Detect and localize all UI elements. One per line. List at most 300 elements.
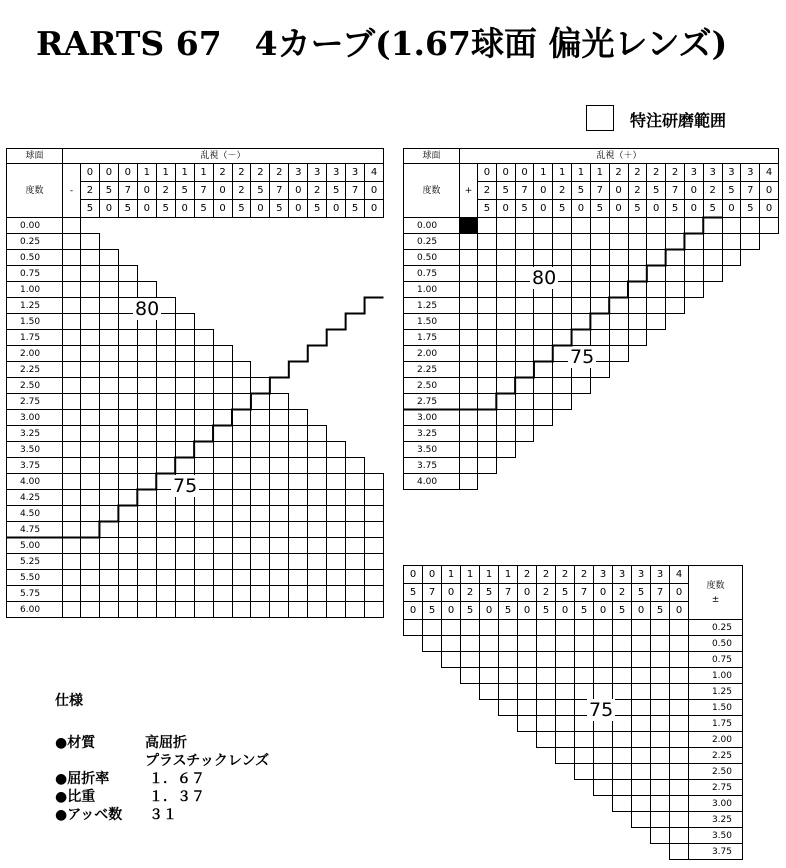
bottom-cell xyxy=(537,700,556,716)
bottom-empty xyxy=(404,636,423,652)
left-empty xyxy=(289,330,308,346)
right-cyl-digit: 1 xyxy=(553,164,572,182)
left-cell xyxy=(194,522,213,538)
right-empty xyxy=(741,266,760,282)
bottom-empty xyxy=(404,716,423,732)
bottom-empty xyxy=(423,748,442,764)
left-empty xyxy=(251,330,270,346)
right-cell xyxy=(722,250,741,266)
right-cyl-digit: 0 xyxy=(647,200,666,218)
left-cell xyxy=(327,586,346,602)
right-cell xyxy=(496,426,515,442)
left-empty xyxy=(156,234,175,250)
right-cell xyxy=(722,218,741,234)
bottom-sphere-value: 2.75 xyxy=(689,780,743,796)
left-cyl-digit: 7 xyxy=(194,182,213,200)
right-empty xyxy=(684,458,703,474)
left-cell xyxy=(270,570,289,586)
bottom-cell xyxy=(670,636,689,652)
left-cyl-digit: 5 xyxy=(81,200,100,218)
bottom-empty xyxy=(518,812,537,828)
left-cyl-digit: 5 xyxy=(118,200,137,218)
left-cell xyxy=(63,330,81,346)
right-cell xyxy=(460,298,478,314)
left-cell xyxy=(251,602,270,618)
bottom-cell xyxy=(594,620,613,636)
left-row xyxy=(7,586,384,602)
right-empty xyxy=(647,362,666,378)
left-empty xyxy=(308,298,327,314)
left-cell xyxy=(63,346,81,362)
left-cell xyxy=(270,506,289,522)
left-cell xyxy=(175,426,194,442)
left-cyl-digit: 0 xyxy=(213,200,232,218)
left-empty xyxy=(118,234,137,250)
right-cyl-digit: 3 xyxy=(703,164,722,182)
right-cell xyxy=(460,410,478,426)
left-cell xyxy=(251,442,270,458)
right-sphere-value: 2.75 xyxy=(404,394,460,410)
left-cell xyxy=(137,442,156,458)
right-cell xyxy=(647,298,666,314)
right-cell xyxy=(572,250,591,266)
left-cell xyxy=(99,554,118,570)
left-cell xyxy=(270,426,289,442)
left-cell xyxy=(118,506,137,522)
left-empty xyxy=(346,442,365,458)
left-cell xyxy=(308,490,327,506)
right-cell xyxy=(515,218,534,234)
left-empty xyxy=(213,218,232,234)
right-cyl-digit: 0 xyxy=(722,200,741,218)
right-cell xyxy=(515,362,534,378)
bottom-cell xyxy=(670,780,689,796)
left-empty xyxy=(346,234,365,250)
left-sphere-value: 1.50 xyxy=(7,314,63,330)
left-cell xyxy=(81,490,100,506)
bottom-empty xyxy=(404,652,423,668)
right-empty xyxy=(684,362,703,378)
bottom-empty xyxy=(556,796,575,812)
left-row xyxy=(7,458,384,474)
left-empty xyxy=(327,250,346,266)
right-cell xyxy=(534,330,553,346)
bottom-cell xyxy=(556,668,575,684)
bottom-empty xyxy=(518,748,537,764)
left-empty xyxy=(365,298,384,314)
left-cyl-digit: 3 xyxy=(327,164,346,182)
bottom-row xyxy=(404,652,743,668)
right-sphere-value: 1.75 xyxy=(404,330,460,346)
right-cell xyxy=(460,250,478,266)
left-cell xyxy=(99,394,118,410)
left-cyl-digit: 1 xyxy=(194,164,213,182)
right-cell xyxy=(647,266,666,282)
right-empty xyxy=(553,442,572,458)
right-row xyxy=(404,218,779,234)
bottom-cyl-digit: 0 xyxy=(594,602,613,620)
left-cell xyxy=(175,602,194,618)
left-cell xyxy=(308,538,327,554)
spec-abbe-label: ●アッベ数 xyxy=(55,807,123,823)
left-cell xyxy=(99,586,118,602)
left-cell xyxy=(213,490,232,506)
bottom-cell xyxy=(651,780,670,796)
right-empty xyxy=(628,378,647,394)
left-empty xyxy=(308,362,327,378)
bottom-cell xyxy=(632,652,651,668)
left-sphere-value: 4.50 xyxy=(7,506,63,522)
bottom-cyl-digit: 5 xyxy=(537,602,556,620)
right-empty xyxy=(760,362,779,378)
right-cell xyxy=(496,378,515,394)
left-zero-header: - xyxy=(63,164,81,218)
left-empty xyxy=(194,266,213,282)
right-cell xyxy=(478,426,497,442)
left-sphere-value: 0.00 xyxy=(7,218,63,234)
bottom-cell xyxy=(518,668,537,684)
right-cell xyxy=(460,426,478,442)
left-empty xyxy=(289,250,308,266)
left-cyl-digit: 0 xyxy=(213,182,232,200)
left-empty xyxy=(327,394,346,410)
left-empty xyxy=(365,394,384,410)
left-cell xyxy=(81,554,100,570)
right-cell xyxy=(478,394,497,410)
left-cell xyxy=(327,490,346,506)
left-cell xyxy=(99,330,118,346)
left-cell xyxy=(289,506,308,522)
bottom-cell xyxy=(594,652,613,668)
bottom-cell xyxy=(518,652,537,668)
left-cell xyxy=(175,538,194,554)
left-cell xyxy=(118,554,137,570)
left-cell xyxy=(137,410,156,426)
right-empty xyxy=(666,346,685,362)
right-empty xyxy=(703,330,722,346)
right-empty xyxy=(703,442,722,458)
right-empty xyxy=(703,346,722,362)
right-cell xyxy=(609,314,628,330)
left-cell xyxy=(213,458,232,474)
bottom-sphere-value: 1.00 xyxy=(689,668,743,684)
right-empty xyxy=(703,458,722,474)
right-cyl-header: 乱視（＋） xyxy=(460,149,779,164)
left-cell xyxy=(118,586,137,602)
right-empty xyxy=(741,250,760,266)
left-empty xyxy=(346,378,365,394)
left-cyl-digit: 5 xyxy=(327,182,346,200)
left-cell xyxy=(289,474,308,490)
bottom-cell xyxy=(575,684,594,700)
bottom-sphere-value: 3.75 xyxy=(689,844,743,860)
right-empty xyxy=(609,474,628,490)
left-empty xyxy=(175,266,194,282)
right-empty xyxy=(760,346,779,362)
bottom-cyl-digit: 0 xyxy=(632,602,651,620)
right-empty xyxy=(515,474,534,490)
left-cell xyxy=(365,474,384,490)
bottom-cyl-digit: 5 xyxy=(461,602,480,620)
right-empty xyxy=(609,394,628,410)
left-empty xyxy=(270,298,289,314)
left-cell xyxy=(137,378,156,394)
right-empty xyxy=(647,458,666,474)
left-cell xyxy=(99,602,118,618)
left-cell xyxy=(251,522,270,538)
right-cell xyxy=(553,314,572,330)
right-empty xyxy=(722,330,741,346)
right-cyl-digit: 0 xyxy=(534,200,553,218)
left-cell xyxy=(232,570,251,586)
right-empty xyxy=(722,442,741,458)
right-cyl-digit: 0 xyxy=(609,182,628,200)
left-cell xyxy=(251,586,270,602)
left-empty xyxy=(365,426,384,442)
left-cell xyxy=(156,522,175,538)
left-cell xyxy=(308,474,327,490)
right-cell xyxy=(590,266,609,282)
bottom-cyl-digit: 2 xyxy=(575,566,594,584)
right-power-header: 度数 xyxy=(404,164,460,218)
bottom-empty xyxy=(461,780,480,796)
right-cell xyxy=(478,298,497,314)
left-empty xyxy=(175,234,194,250)
left-empty xyxy=(289,314,308,330)
right-cell xyxy=(741,218,760,234)
right-empty xyxy=(722,314,741,330)
bottom-cell xyxy=(613,796,632,812)
right-empty xyxy=(741,474,760,490)
legend-label: 特注研磨範囲 xyxy=(630,111,727,130)
bottom-empty xyxy=(499,812,518,828)
left-empty xyxy=(365,218,384,234)
right-cell xyxy=(590,314,609,330)
left-empty xyxy=(327,362,346,378)
right-cell xyxy=(590,234,609,250)
right-empty xyxy=(628,474,647,490)
left-row xyxy=(7,394,384,410)
left-cell xyxy=(270,602,289,618)
right-empty xyxy=(628,394,647,410)
bottom-cyl-digit: 5 xyxy=(613,602,632,620)
right-empty xyxy=(647,474,666,490)
right-cell xyxy=(684,282,703,298)
bottom-cell xyxy=(537,716,556,732)
bottom-sphere-value: 1.75 xyxy=(689,716,743,732)
left-cell xyxy=(251,490,270,506)
right-cell xyxy=(684,266,703,282)
bottom-cell xyxy=(613,636,632,652)
right-empty xyxy=(590,426,609,442)
left-empty xyxy=(346,314,365,330)
bottom-empty xyxy=(499,780,518,796)
bottom-row xyxy=(404,620,743,636)
left-cell xyxy=(251,410,270,426)
bottom-cell xyxy=(651,684,670,700)
left-empty xyxy=(213,250,232,266)
left-cell xyxy=(346,506,365,522)
left-cell xyxy=(156,378,175,394)
left-empty xyxy=(175,218,194,234)
left-cell xyxy=(194,458,213,474)
left-empty xyxy=(289,218,308,234)
left-empty xyxy=(270,314,289,330)
left-cell xyxy=(118,490,137,506)
right-row xyxy=(404,282,779,298)
bottom-cyl-digit: 1 xyxy=(442,566,461,584)
right-cell xyxy=(534,410,553,426)
bottom-row xyxy=(404,700,743,716)
bottom-cell xyxy=(613,668,632,684)
right-cell xyxy=(478,218,497,234)
bottom-cell xyxy=(594,732,613,748)
right-cell xyxy=(460,346,478,362)
left-empty xyxy=(346,346,365,362)
right-empty xyxy=(741,330,760,346)
left-cell xyxy=(118,538,137,554)
left-cell xyxy=(213,506,232,522)
left-empty xyxy=(137,218,156,234)
left-cell xyxy=(99,282,118,298)
left-cyl-digit: 2 xyxy=(156,182,175,200)
right-cell xyxy=(478,378,497,394)
left-cell xyxy=(213,346,232,362)
right-cell xyxy=(628,298,647,314)
left-cell xyxy=(327,474,346,490)
right-empty xyxy=(684,298,703,314)
bottom-cell xyxy=(518,700,537,716)
right-empty xyxy=(760,330,779,346)
bottom-empty xyxy=(480,812,499,828)
left-cell xyxy=(118,394,137,410)
right-cell xyxy=(478,362,497,378)
right-cyl-digit: 2 xyxy=(666,164,685,182)
right-empty xyxy=(534,442,553,458)
left-cell xyxy=(232,506,251,522)
left-cell xyxy=(175,346,194,362)
bottom-empty xyxy=(575,844,594,860)
left-empty xyxy=(137,266,156,282)
left-empty xyxy=(327,346,346,362)
right-empty xyxy=(647,378,666,394)
left-empty xyxy=(232,330,251,346)
bottom-cell xyxy=(651,764,670,780)
left-cyl-digit: 5 xyxy=(308,200,327,218)
left-cell xyxy=(270,442,289,458)
plus-cyl-table xyxy=(403,148,779,490)
right-empty xyxy=(741,458,760,474)
left-cyl-header: 乱視（－） xyxy=(63,149,384,164)
bottom-empty xyxy=(556,812,575,828)
right-empty xyxy=(572,442,591,458)
left-cell xyxy=(81,522,100,538)
right-empty xyxy=(628,458,647,474)
left-sphere-value: 5.00 xyxy=(7,538,63,554)
left-cell xyxy=(232,474,251,490)
left-cyl-digit: 2 xyxy=(232,182,251,200)
left-cell xyxy=(289,410,308,426)
right-cyl-digit: 1 xyxy=(572,164,591,182)
right-cell xyxy=(572,218,591,234)
left-cell xyxy=(327,538,346,554)
left-cell xyxy=(118,426,137,442)
bottom-cyl-digit: 5 xyxy=(423,602,442,620)
bottom-empty xyxy=(442,764,461,780)
right-cell xyxy=(553,250,572,266)
left-cell xyxy=(81,474,100,490)
right-cell xyxy=(760,218,779,234)
left-cell xyxy=(99,426,118,442)
left-cell xyxy=(194,394,213,410)
left-cell xyxy=(137,346,156,362)
left-empty xyxy=(289,282,308,298)
left-cell xyxy=(213,474,232,490)
right-empty xyxy=(590,378,609,394)
right-cyl-digit: 5 xyxy=(666,200,685,218)
left-empty xyxy=(251,282,270,298)
left-cyl-digit: 5 xyxy=(232,200,251,218)
right-cell xyxy=(534,314,553,330)
right-cell xyxy=(478,250,497,266)
right-empty xyxy=(684,314,703,330)
left-cell xyxy=(327,570,346,586)
left-cell xyxy=(365,602,384,618)
right-cell xyxy=(496,282,515,298)
left-row xyxy=(7,506,384,522)
left-cell xyxy=(81,458,100,474)
right-cell xyxy=(460,234,478,250)
right-sphere-value: 3.50 xyxy=(404,442,460,458)
left-cyl-digit: 3 xyxy=(308,164,327,182)
left-cell xyxy=(81,250,100,266)
left-cell xyxy=(308,602,327,618)
right-sphere-value: 0.75 xyxy=(404,266,460,282)
right-row xyxy=(404,314,779,330)
bottom-cyl-digit: 5 xyxy=(575,602,594,620)
left-cell xyxy=(213,602,232,618)
bottom-cell xyxy=(423,636,442,652)
right-empty xyxy=(666,378,685,394)
bottom-cyl-digit: 0 xyxy=(442,602,461,620)
left-cell xyxy=(81,410,100,426)
left-cell xyxy=(63,522,81,538)
bottom-empty xyxy=(594,812,613,828)
left-empty xyxy=(327,410,346,426)
bottom-empty xyxy=(423,732,442,748)
bottom-cell xyxy=(613,748,632,764)
left-cell xyxy=(270,554,289,570)
left-empty xyxy=(308,394,327,410)
right-row xyxy=(404,378,779,394)
right-cyl-digit: 2 xyxy=(628,164,647,182)
bottom-empty xyxy=(404,812,423,828)
left-sphere-value: 6.00 xyxy=(7,602,63,618)
right-empty xyxy=(609,378,628,394)
right-cell xyxy=(515,346,534,362)
left-empty xyxy=(232,298,251,314)
right-empty xyxy=(703,410,722,426)
bottom-cell xyxy=(651,796,670,812)
left-cell xyxy=(175,394,194,410)
bottom-empty xyxy=(461,812,480,828)
right-zero-header: + xyxy=(460,164,478,218)
bottom-empty xyxy=(404,828,423,844)
spec-index-label: ●屈折率 xyxy=(55,771,110,787)
bottom-cell xyxy=(651,652,670,668)
bottom-empty xyxy=(404,668,423,684)
bottom-empty xyxy=(461,748,480,764)
